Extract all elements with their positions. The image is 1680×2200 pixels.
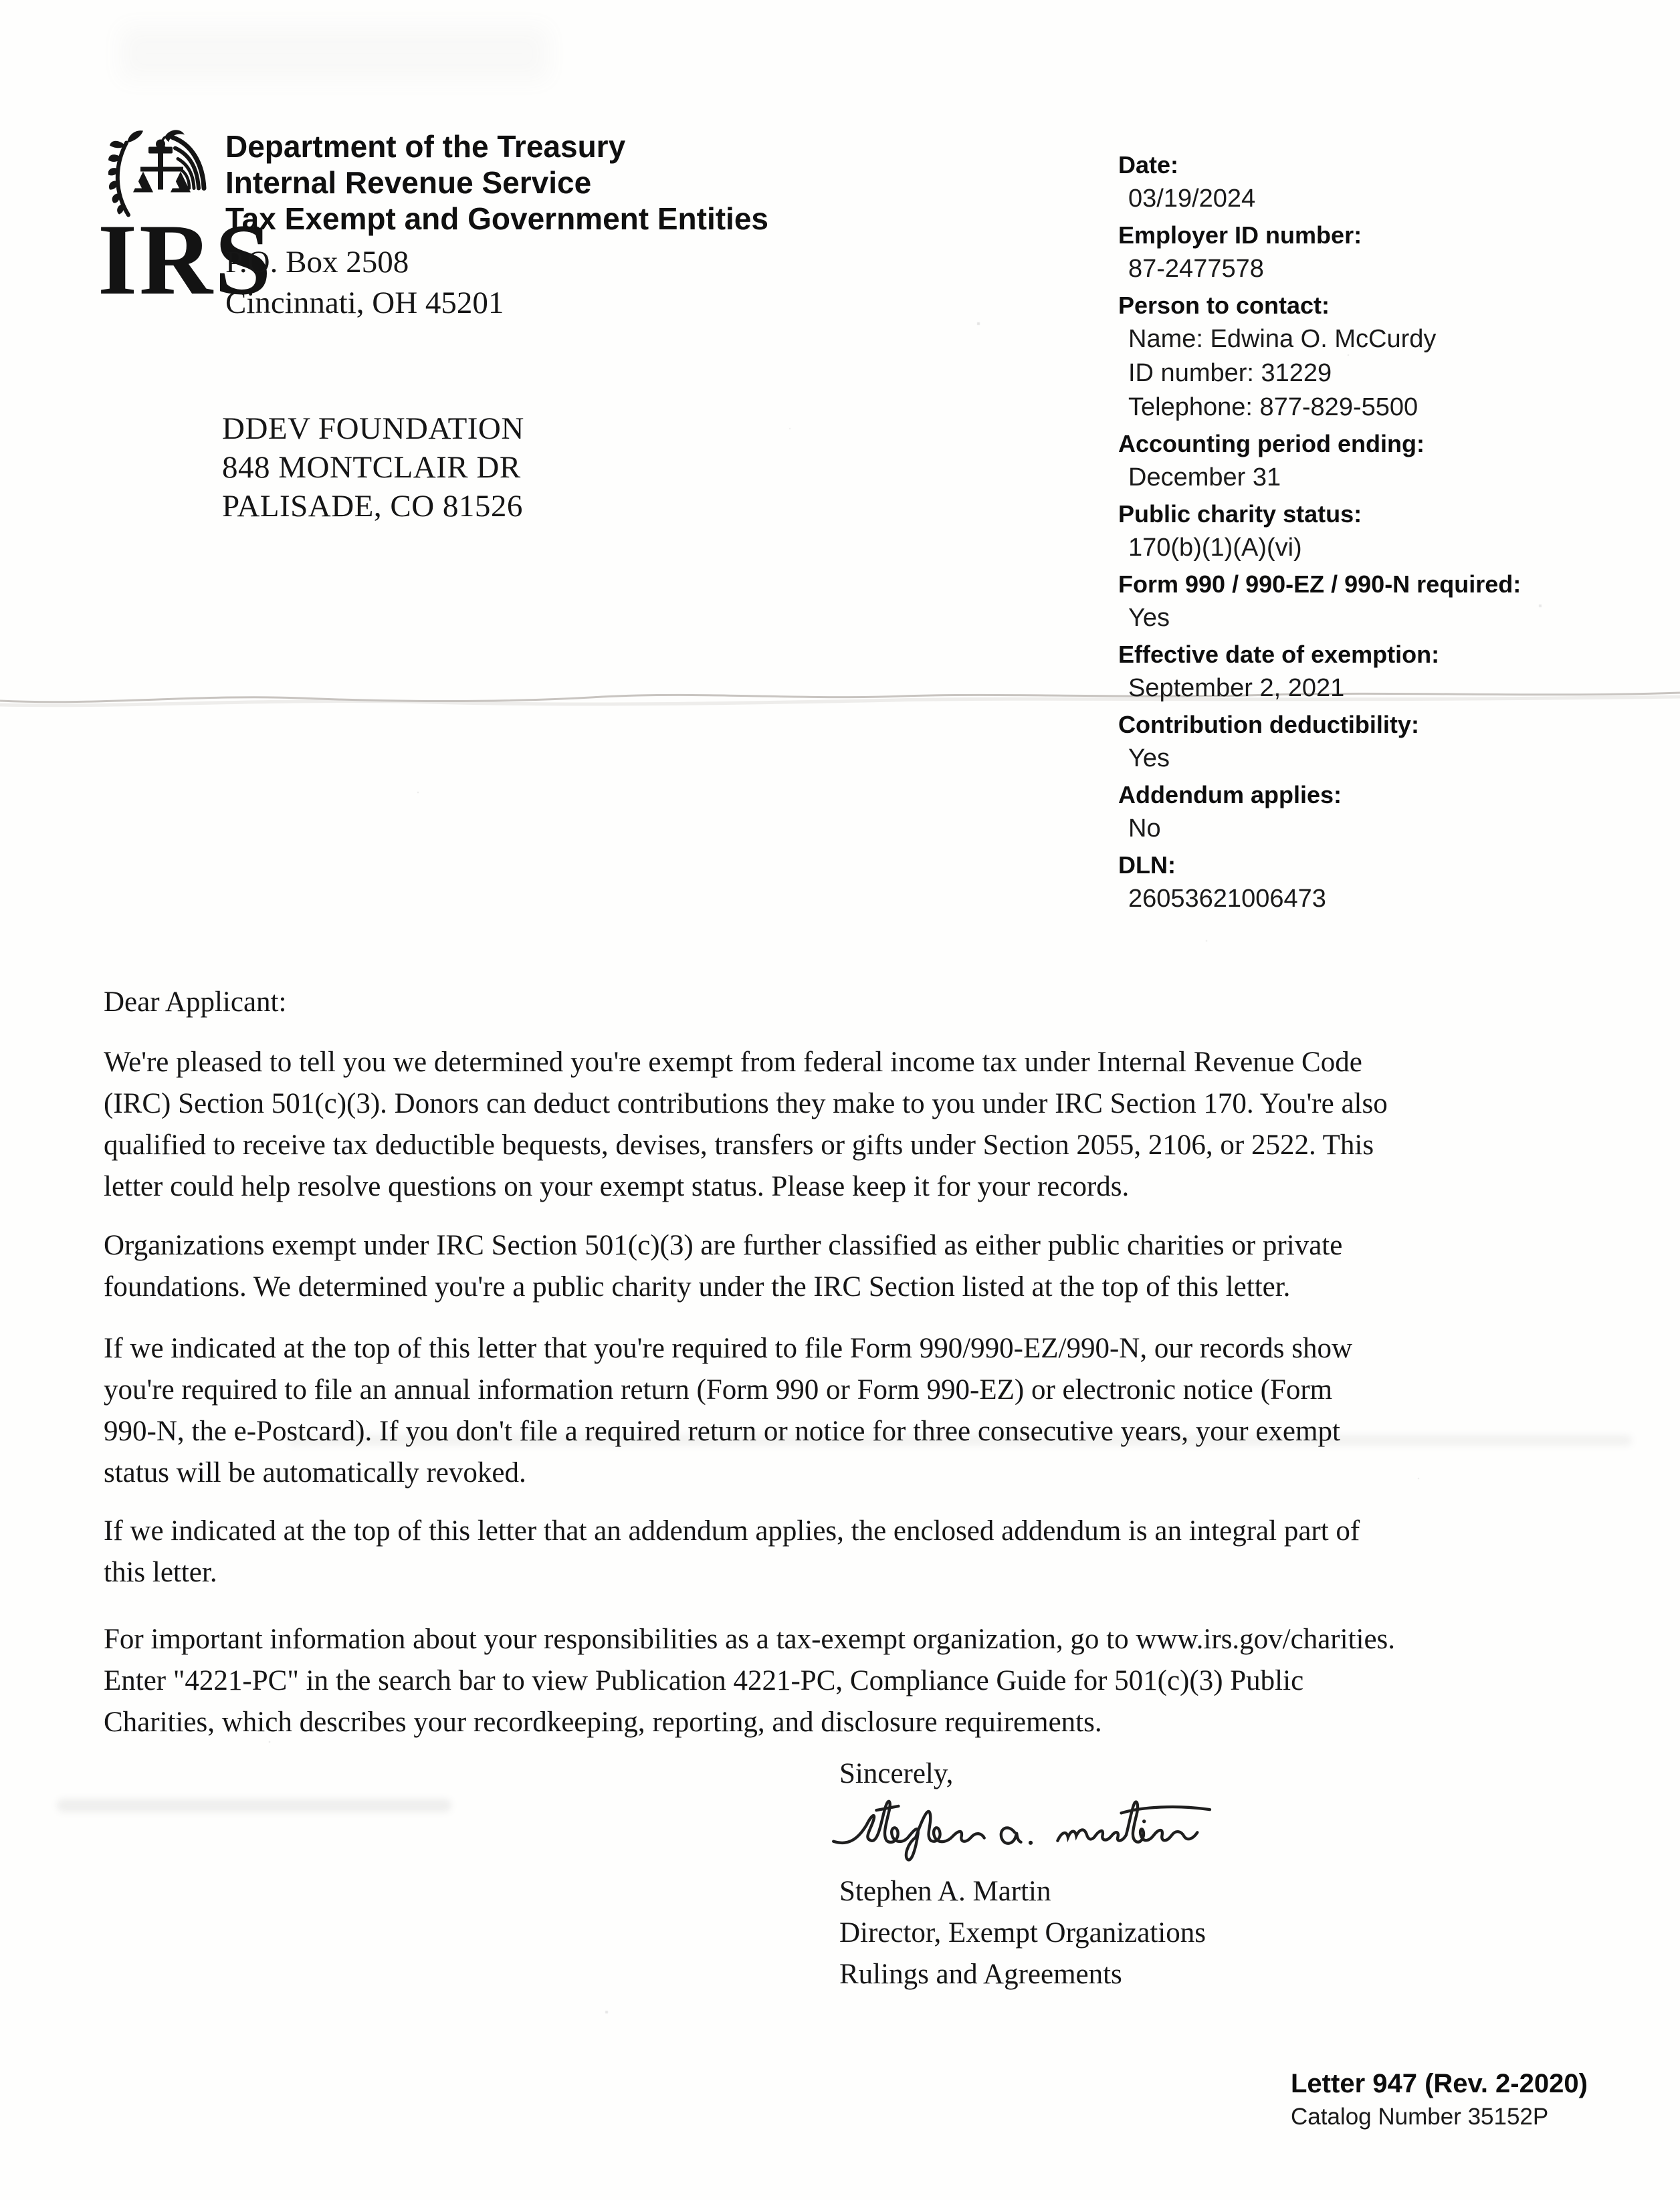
body-line: We're pleased to tell you we determined you're exempt from federal income tax under Internal Revenue Code (104, 1047, 1362, 1078)
info-value: ID number: 31229 (1128, 359, 1332, 387)
info-item-effective-date (1118, 638, 1647, 705)
recipient-name: DDEV FOUNDATION (222, 411, 524, 446)
info-item-contact (1118, 289, 1647, 425)
paragraph-addendum (104, 1511, 1395, 1593)
info-value: 03/19/2024 (1128, 185, 1256, 213)
info-label: Accounting period ending: (1118, 430, 1425, 457)
body-line: foundations. We determined you're a public charity under the IRC Section listed at the top of this letter. (104, 1271, 1291, 1303)
recipient-street: 848 MONTCLAIR DR (222, 450, 521, 485)
info-value: December 31 (1128, 463, 1281, 491)
info-label: Date: (1118, 151, 1179, 179)
letter-footer (1291, 2068, 1588, 2132)
body-line: (IRC) Section 501(c)(3). Donors can deduct contributions they make to you under IRC Section 170. You're also (104, 1088, 1388, 1119)
info-item-form990-required (1118, 568, 1647, 635)
agency-line-irs: Internal Revenue Service (225, 165, 592, 200)
letter-body (104, 982, 1395, 1761)
info-value: Name: Edwina O. McCurdy (1128, 325, 1437, 353)
info-value: No (1128, 814, 1161, 843)
letterhead-address-block (225, 242, 504, 324)
handwritten-signature (829, 1780, 1231, 1874)
signer-block (839, 1871, 1206, 1995)
info-label: Form 990 / 990-EZ / 990-N required: (1118, 570, 1521, 598)
info-label: Addendum applies: (1118, 781, 1342, 808)
body-line: If we indicated at the top of this letter that you're required to file Form 990/990-EZ/990-N, our records show (104, 1333, 1352, 1364)
catalog-number: Catalog Number 35152P (1291, 2104, 1549, 2130)
body-line: you're required to file an annual information return (Form 990 or Form 990-EZ) or electronic notice (Form (104, 1374, 1333, 1406)
po-box-line: P.O. Box 2508 (225, 245, 409, 280)
letter-number: Letter 947 (Rev. 2-2020) (1291, 2069, 1588, 2098)
body-line: Organizations exempt under IRC Section 501(c)(3) are further classified as either public charities or private (104, 1230, 1343, 1261)
scan-noise-band (120, 27, 548, 80)
info-value: September 2, 2021 (1128, 674, 1345, 702)
info-value: Telephone: 877-829-5500 (1128, 393, 1419, 421)
info-item-charity-status (1118, 498, 1647, 565)
bleed-through-smudge (57, 1799, 451, 1812)
info-label: Effective date of exemption: (1118, 641, 1440, 668)
body-line: If we indicated at the top of this letter that an addendum applies, the enclosed addendum is an integral part of (104, 1515, 1360, 1547)
body-line: this letter. (104, 1557, 217, 1588)
letter-info-panel (1118, 148, 1647, 919)
signer-title: Director, Exempt Organizations (839, 1917, 1206, 1949)
info-label: Contribution deductibility: (1118, 711, 1419, 738)
body-line: For important information about your responsibilities as a tax-exempt organization, go to www.irs.gov/charities. (104, 1624, 1396, 1655)
info-item-ein (1118, 219, 1647, 286)
info-item-deductibility (1118, 708, 1647, 776)
paragraph-exemption-determination (104, 1042, 1395, 1208)
recipient-city-state-zip: PALISADE, CO 81526 (222, 489, 523, 524)
info-value: Yes (1128, 604, 1170, 632)
body-line: letter could help resolve questions on your exempt status. Please keep it for your records. (104, 1171, 1130, 1202)
info-value: 26053621006473 (1128, 885, 1326, 913)
recipient-address-block (222, 409, 524, 526)
irs-logo-wordmark: IRS (98, 203, 274, 316)
agency-line-treasury: Department of the Treasury (225, 129, 626, 164)
info-value: Yes (1128, 744, 1170, 772)
info-value: 170(b)(1)(A)(vi) (1128, 534, 1302, 562)
paragraph-filing-requirement (104, 1328, 1395, 1494)
signer-division: Rulings and Agreements (839, 1959, 1122, 1990)
city-state-zip-line: Cincinnati, OH 45201 (225, 286, 504, 320)
info-label: Employer ID number: (1118, 221, 1362, 249)
body-line: 990-N, the e-Postcard). If you don't file a required return or notice for three consecutive years, your exempt (104, 1416, 1340, 1447)
letterhead-agency-block (225, 128, 768, 237)
info-item-dln (1118, 849, 1647, 916)
body-line: Enter "4221-PC" in the search bar to view Publication 4221-PC, Compliance Guide for 501(c)(3) Public (104, 1665, 1304, 1696)
closing-sincerely: Sincerely, (839, 1758, 954, 1789)
signer-name: Stephen A. Martin (839, 1876, 1051, 1907)
body-line: Charities, which describes your recordkeeping, reporting, and disclosure requirements. (104, 1707, 1102, 1738)
info-item-addendum (1118, 778, 1647, 846)
body-line: qualified to receive tax deductible bequests, devises, transfers or gifts under Section 2055, 2106, or 2522. This (104, 1129, 1374, 1161)
salutation: Dear Applicant: (104, 986, 287, 1018)
info-value: 87-2477578 (1128, 255, 1264, 283)
info-label: Person to contact: (1118, 292, 1330, 319)
info-item-date (1118, 148, 1647, 216)
info-label: DLN: (1118, 851, 1176, 879)
info-item-accounting-period (1118, 427, 1647, 495)
scan-speckles (0, 0, 1, 1)
info-label: Public charity status: (1118, 500, 1362, 528)
paragraph-public-charity (104, 1225, 1395, 1308)
agency-line-tege: Tax Exempt and Government Entities (225, 201, 769, 236)
body-line: status will be automatically revoked. (104, 1457, 526, 1489)
paragraph-responsibilities (104, 1619, 1395, 1743)
